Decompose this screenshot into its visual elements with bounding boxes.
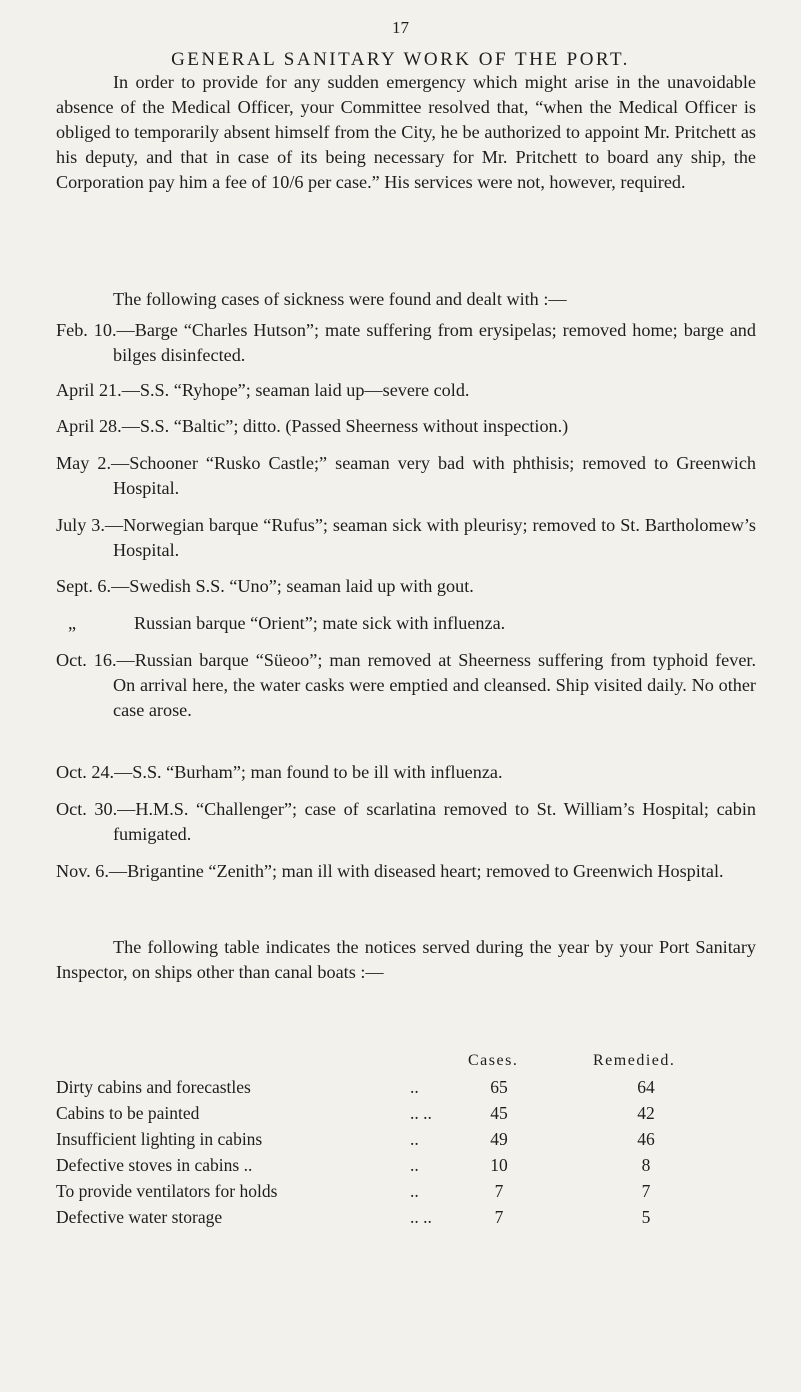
row-cases: 65 <box>490 1077 508 1097</box>
case-text: —Norwegian barque “Rufus”; seaman sick with pleurisy; removed to St. Bartholomew’s Hospital. <box>104 515 756 560</box>
row-label: To provide ventilators for holds <box>56 1181 278 1201</box>
table-intro: The following table indicates the notices served during the year by your Port Sanitary Inspector, on ships other than canal boats :— <box>56 937 756 982</box>
table-row <box>56 1207 756 1231</box>
table-row <box>56 1129 756 1153</box>
case-entry <box>56 574 756 599</box>
row-label: Defective water storage <box>56 1207 223 1227</box>
case-date: April 21. <box>56 380 122 400</box>
row-remedied: 46 <box>637 1129 655 1149</box>
header-cases: Cases. <box>468 1052 519 1069</box>
page-title: GENERAL SANITARY WORK OF THE PORT. <box>171 49 630 70</box>
case-text: —H.M.S. “Challenger”; case of scarlatina removed to St. William’s Hospital; cabin fumigated. <box>113 799 756 844</box>
case-date: Sept. 6. <box>56 576 112 596</box>
row-label: Dirty cabins and forecastles <box>56 1077 251 1097</box>
table-row <box>56 1103 756 1127</box>
case-text: Russian barque “Orient”; mate sick with influenza. <box>134 613 506 633</box>
case-date: „ <box>68 613 77 633</box>
row-remedied: 8 <box>641 1155 651 1175</box>
case-entry <box>56 859 756 884</box>
case-entry <box>56 318 756 368</box>
case-text: —Russian barque “Süeoo”; man removed at Sheerness suffering from typhoid fever. On arrival here, the water casks were emptied and cleansed. Ship visited daily. No other case arose. <box>113 650 757 720</box>
case-date: Feb. 10. <box>56 320 117 340</box>
case-date: May 2. <box>56 453 112 473</box>
row-label: Cabins to be painted <box>56 1103 200 1123</box>
row-leader: .. .. <box>410 1103 432 1123</box>
table-row <box>56 1155 756 1179</box>
case-entry <box>56 611 756 636</box>
row-leader: .. <box>410 1077 419 1097</box>
case-entry <box>56 648 756 723</box>
row-label: Defective stoves in cabins .. <box>56 1155 253 1175</box>
row-cases: 49 <box>490 1129 508 1149</box>
case-entry <box>56 760 756 785</box>
intro-paragraph: In order to provide for any sudden emergency which might arise in the unavoidable absence of the Medical Officer, your Committee resolved that, “when the Medical Officer is obliged to temporarily absent himself from the City, he be authorized to appoint Mr. Pritchett as his deputy, and that in case of its being necessary for Mr. Pritchett to board any ship, the Corporation pay him a fee of 10/6 per case.” His services were not, however, required. <box>56 72 756 192</box>
row-remedied: 64 <box>637 1077 655 1097</box>
header-remedied: Remedied. <box>593 1052 676 1069</box>
case-text: —S.S. “Baltic”; ditto. (Passed Sheerness without inspection.) <box>121 416 569 436</box>
case-entry <box>56 451 756 501</box>
case-text: —Swedish S.S. “Uno”; seaman laid up with gout. <box>111 576 474 596</box>
row-cases: 45 <box>490 1103 508 1123</box>
case-date: Oct. 24. <box>56 762 115 782</box>
row-remedied: 5 <box>641 1207 651 1227</box>
case-entry <box>56 797 756 847</box>
row-leader: .. <box>410 1155 419 1175</box>
table-row <box>56 1077 756 1101</box>
case-text: —Barge “Charles Hutson”; mate suffering from erysipelas; removed home; barge and bilges disinfected. <box>113 320 756 365</box>
case-text: —Schooner “Rusko Castle;” seaman very bad with phthisis; removed to Greenwich Hospital. <box>111 453 756 498</box>
row-cases: 7 <box>494 1181 504 1201</box>
row-cases: 10 <box>490 1155 508 1175</box>
row-remedied: 42 <box>637 1103 655 1123</box>
case-date: July 3. <box>56 515 105 535</box>
case-entry <box>56 513 756 563</box>
case-entry <box>56 414 756 439</box>
case-date: Nov. 6. <box>56 861 109 881</box>
case-text: —S.S. “Ryhope”; seaman laid up—severe cold. <box>121 380 470 400</box>
row-remedied: 7 <box>641 1181 651 1201</box>
row-leader: .. <box>410 1129 419 1149</box>
row-cases: 7 <box>494 1207 504 1227</box>
row-label: Insufficient lighting in cabins <box>56 1129 263 1149</box>
case-date: April 28. <box>56 416 122 436</box>
row-leader: .. <box>410 1181 419 1201</box>
case-date: Oct. 16. <box>56 650 117 670</box>
case-date: Oct. 30. <box>56 799 118 819</box>
case-text: —S.S. “Burham”; man found to be ill with influenza. <box>114 762 503 782</box>
cases-intro: The following cases of sickness were found and dealt with :— <box>113 289 567 309</box>
page-number: 17 <box>392 18 409 37</box>
row-leader: .. .. <box>410 1207 432 1227</box>
table-row <box>56 1181 756 1205</box>
case-entry <box>56 378 756 403</box>
case-text: —Brigantine “Zenith”; man ill with diseased heart; removed to Greenwich Hospital. <box>108 861 724 881</box>
